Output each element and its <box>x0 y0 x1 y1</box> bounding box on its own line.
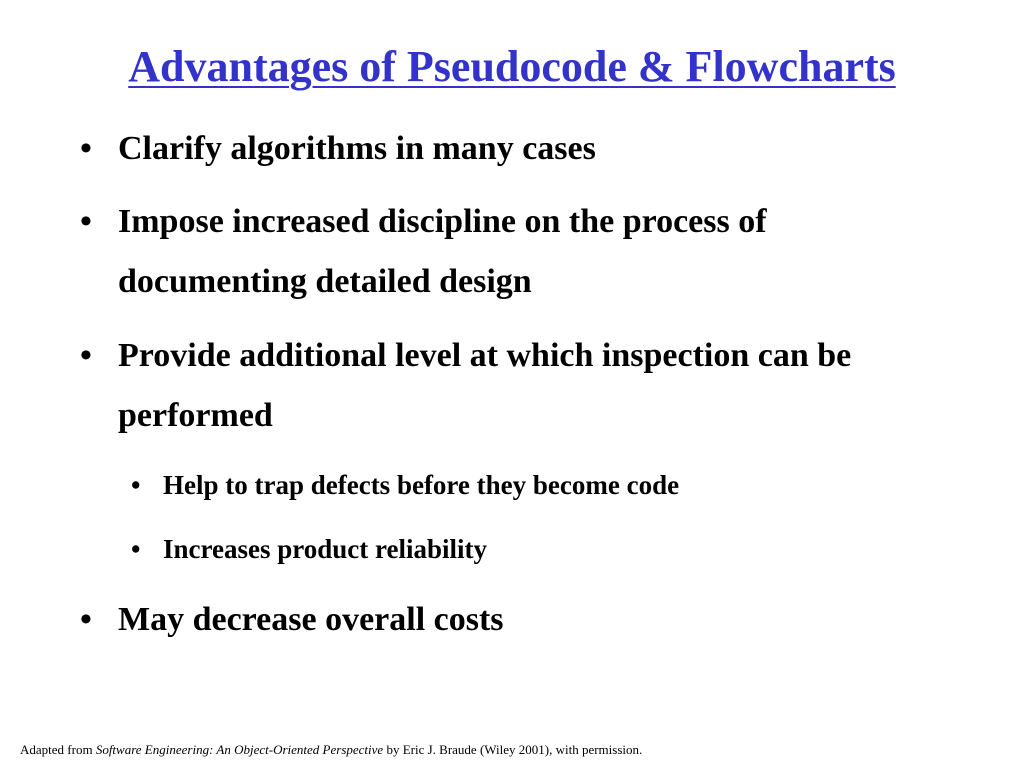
bullet-dot-icon: • <box>80 601 92 638</box>
sub-bullet-text: Help to trap defects before they become code <box>163 470 680 500</box>
footer-book-title: Software Engineering: An Object-Oriented Perspective <box>95 742 384 757</box>
sub-bullet-text: Increases product reliability <box>163 534 487 564</box>
bullet-text: Impose increased discipline on the process of documenting detailed design <box>118 203 767 300</box>
sub-bullet-dot-icon: • <box>131 470 141 500</box>
bullet-item <box>80 326 950 446</box>
sub-bullet-dot-icon: • <box>131 534 141 564</box>
bullet-text: Provide additional level at which inspection can be performed <box>118 337 852 434</box>
attribution-footer <box>20 742 642 758</box>
bullet-text: Clarify algorithms in many cases <box>118 130 596 167</box>
sub-bullet-item <box>131 465 951 505</box>
footer-suffix: by Eric J. Braude (Wiley 2001), with permission. <box>383 742 643 757</box>
bullet-item <box>80 192 950 312</box>
bullet-item <box>80 119 950 179</box>
slide-title: Advantages of Pseudocode & Flowcharts <box>128 42 896 91</box>
bullet-dot-icon: • <box>80 130 92 167</box>
sub-bullet-item <box>131 529 951 569</box>
bullet-item <box>80 590 950 650</box>
bullet-text: May decrease overall costs <box>118 601 504 638</box>
footer-prefix: Adapted from <box>20 742 96 757</box>
bullet-dot-icon: • <box>80 337 92 374</box>
bullet-dot-icon: • <box>80 203 92 240</box>
